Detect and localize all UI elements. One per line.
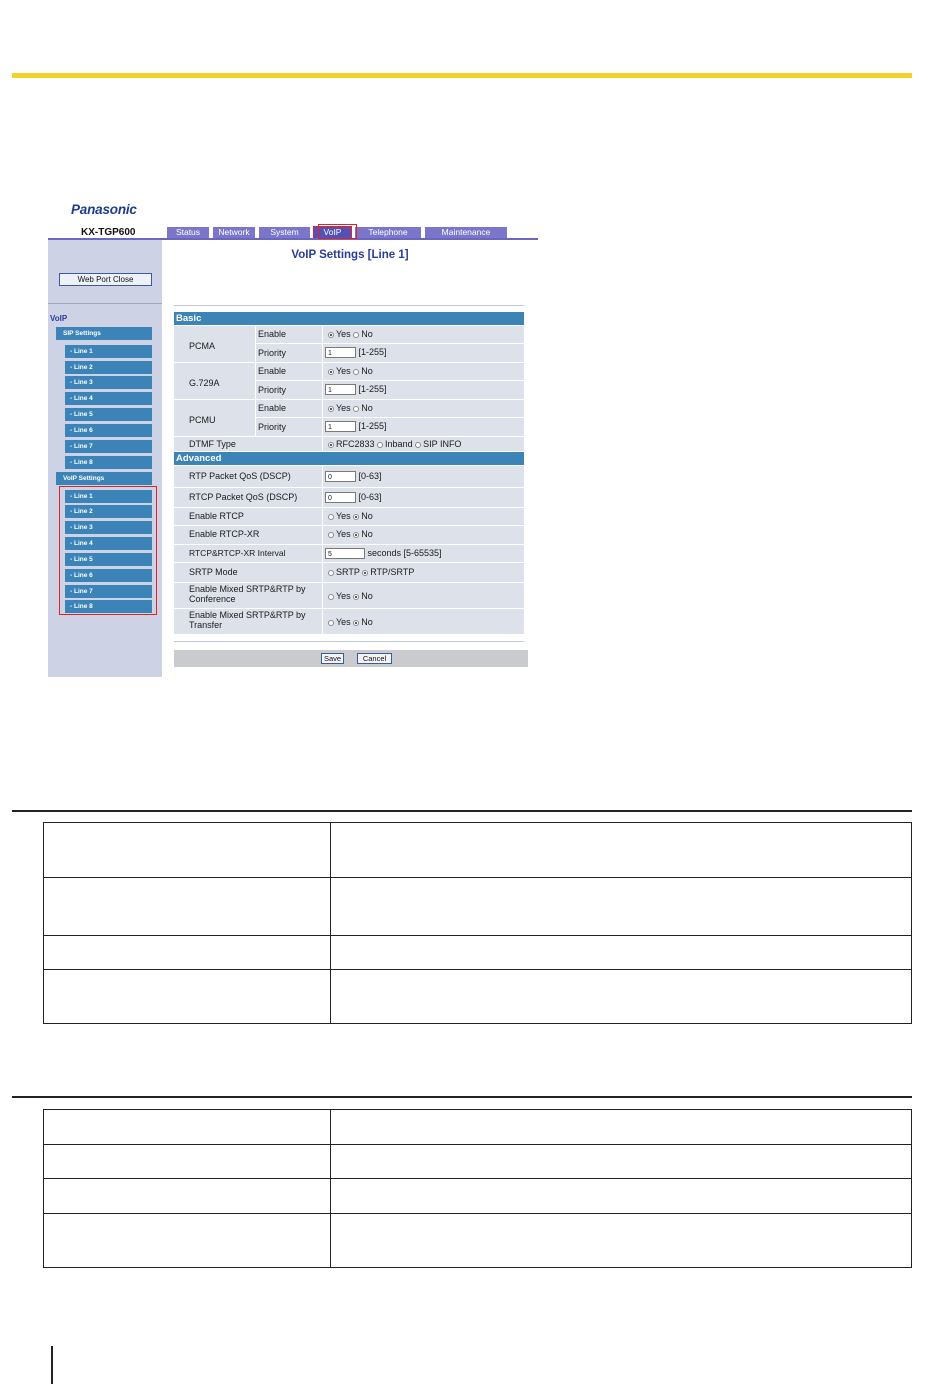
dtmf-rfc2833-radio[interactable] — [328, 442, 334, 448]
g729a-no-label: No — [361, 366, 373, 376]
pcma-enable-label: Enable — [256, 326, 322, 343]
pcmu-enable-label: Enable — [256, 400, 322, 417]
table-cell — [44, 823, 331, 878]
sidebar-divider — [48, 303, 162, 304]
main-content — [162, 240, 538, 677]
sidebar-voip-line-1[interactable]: - Line 1 — [65, 490, 152, 503]
page-margin-line — [51, 1346, 53, 1384]
dtmf-inband-label: Inband — [385, 439, 413, 449]
table-row — [44, 1110, 912, 1145]
table-cell — [331, 1214, 912, 1268]
srtp-mode-label: SRTP Mode — [174, 563, 322, 582]
table-cell — [331, 936, 912, 970]
interval-range: seconds [5-65535] — [367, 548, 442, 558]
sidebar-sip-line-3[interactable]: - Line 3 — [65, 376, 152, 389]
g729a-priority-range: [1-255] — [358, 384, 387, 394]
pcma-priority-label: Priority — [256, 344, 322, 362]
table-1-rule — [12, 810, 912, 812]
pcmu-enable-options — [323, 400, 524, 417]
rtp-qos-label: RTP Packet QoS (DSCP) — [174, 466, 322, 487]
sidebar-voip-line-4[interactable]: - Line 4 — [65, 537, 152, 550]
table-row — [44, 823, 912, 878]
title-divider — [174, 305, 524, 306]
sidebar-sip-line-6[interactable]: - Line 6 — [65, 424, 152, 437]
sidebar-voip-line-8[interactable]: - Line 8 — [65, 600, 152, 613]
tab-telephone[interactable]: Telephone — [355, 227, 421, 238]
mixed-conference-no-label: No — [361, 591, 373, 601]
mixed-transfer-label-line1: Enable Mixed SRTP&RTP by — [189, 610, 306, 620]
rtp-qos-input[interactable]: 0 — [325, 471, 356, 482]
enable-rtcp-options — [323, 508, 524, 525]
g729a-priority-input[interactable]: 1 — [325, 384, 356, 395]
table-cell — [44, 970, 331, 1024]
enable-rtcp-yes-radio[interactable] — [328, 514, 334, 520]
section-advanced-header: Advanced — [174, 452, 524, 465]
g729a-priority-cell — [323, 381, 524, 399]
screenshot-figure — [48, 195, 538, 677]
mixed-transfer-label-line2: Transfer — [189, 620, 223, 630]
srtp-label: SRTP — [336, 567, 360, 577]
dtmf-options — [323, 437, 524, 451]
rtcp-qos-cell — [323, 488, 524, 507]
interval-cell — [323, 545, 524, 562]
button-bar — [174, 650, 528, 667]
pcmu-yes-label: Yes — [336, 403, 351, 413]
table-row — [44, 878, 912, 936]
pcma-priority-input[interactable]: 1 — [325, 347, 356, 358]
g729a-label: G.729A — [174, 363, 255, 399]
enable-rtcp-label: Enable RTCP — [174, 508, 322, 525]
table-cell — [44, 878, 331, 936]
mixed-conference-yes-radio[interactable] — [328, 594, 334, 600]
sidebar-voip-line-2[interactable]: - Line 2 — [65, 505, 152, 518]
table-cell — [331, 878, 912, 936]
web-port-close-button[interactable]: Web Port Close — [59, 273, 152, 286]
tab-voip[interactable]: VoIP — [314, 227, 351, 238]
mixed-transfer-yes-label: Yes — [336, 617, 351, 627]
table-2 — [43, 1109, 912, 1268]
sidebar-sip-line-2[interactable]: - Line 2 — [65, 361, 152, 374]
mixed-conference-no-radio[interactable] — [353, 594, 359, 600]
section-basic-header: Basic — [174, 312, 524, 325]
enable-rtcp-xr-options — [323, 526, 524, 544]
mixed-conference-yes-label: Yes — [336, 591, 351, 601]
g729a-yes-radio[interactable] — [328, 369, 334, 375]
pcma-no-label: No — [361, 329, 373, 339]
page-title: VoIP Settings [Line 1] — [291, 249, 409, 261]
table-cell — [331, 1179, 912, 1214]
rtcp-qos-input[interactable]: 0 — [325, 492, 356, 503]
pcmu-no-radio[interactable] — [353, 406, 359, 412]
enable-rtcp-xr-yes-label: Yes — [336, 529, 351, 539]
interval-label: RTCP&RTCP-XR Interval — [174, 545, 322, 562]
table-cell — [331, 970, 912, 1024]
mixed-conference-label-line2: Conference — [189, 594, 236, 604]
footer-divider — [174, 641, 524, 642]
g729a-yes-label: Yes — [336, 366, 351, 376]
sidebar-sip-line-7[interactable]: - Line 7 — [65, 440, 152, 453]
sidebar-sip-settings[interactable]: SIP Settings — [56, 327, 152, 340]
pcmu-priority-input[interactable]: 1 — [325, 421, 356, 432]
brand-logo: Panasonic — [71, 202, 137, 217]
rtp-qos-range: [0-63] — [358, 471, 382, 481]
table-row — [44, 1179, 912, 1214]
srtp-mode-options — [323, 563, 524, 582]
table-row — [44, 936, 912, 970]
dtmf-sipinfo-radio[interactable] — [415, 442, 421, 448]
interval-input[interactable]: 5 — [325, 548, 365, 559]
pcma-priority-range: [1-255] — [358, 347, 387, 357]
sidebar-sip-line-5[interactable]: - Line 5 — [65, 408, 152, 421]
rtcp-qos-range: [0-63] — [358, 492, 382, 502]
highlight-box — [59, 486, 157, 615]
cancel-button[interactable]: Cancel — [357, 653, 392, 664]
g729a-no-radio[interactable] — [353, 369, 359, 375]
mixed-conference-label-line1: Enable Mixed SRTP&RTP by — [189, 584, 306, 594]
pcmu-priority-cell — [323, 418, 524, 436]
table-cell — [331, 1110, 912, 1145]
sidebar-voip-line-7[interactable]: - Line 7 — [65, 585, 152, 598]
mixed-transfer-options — [323, 609, 524, 634]
sidebar-sip-line-8[interactable]: - Line 8 — [65, 456, 152, 469]
table-cell — [44, 1145, 331, 1179]
table-2-rule — [12, 1096, 912, 1098]
table-row — [44, 970, 912, 1024]
sidebar-category: VoIP — [50, 314, 68, 323]
mixed-conference-options — [323, 583, 524, 608]
sidebar-voip-line-6[interactable]: - Line 6 — [65, 569, 152, 582]
enable-rtcp-xr-yes-radio[interactable] — [328, 532, 334, 538]
tab-highlight-box — [318, 224, 357, 239]
model-name: KX-TGP600 — [81, 227, 136, 238]
tab-status[interactable]: Status — [167, 227, 209, 238]
pcmu-yes-radio[interactable] — [328, 406, 334, 412]
sidebar-voip-settings[interactable]: VoIP Settings — [56, 472, 152, 485]
header-rule — [12, 73, 912, 78]
mixed-transfer-no-radio[interactable] — [353, 620, 359, 626]
enable-rtcp-no-label: No — [361, 511, 373, 521]
sidebar-voip-line-3[interactable]: - Line 3 — [65, 521, 152, 534]
sidebar — [48, 240, 162, 677]
enable-rtcp-yes-label: Yes — [336, 511, 351, 521]
table-cell — [44, 936, 331, 970]
table-row — [44, 1214, 912, 1268]
g729a-enable-options — [323, 363, 524, 380]
sidebar-voip-line-5[interactable]: - Line 5 — [65, 553, 152, 566]
rtp-srtp-label: RTP/SRTP — [370, 567, 415, 577]
dtmf-inband-radio[interactable] — [377, 442, 383, 448]
save-button[interactable]: Save — [321, 653, 344, 664]
table-cell — [331, 823, 912, 878]
dtmf-rfc2833-label: RFC2833 — [336, 439, 375, 449]
srtp-radio[interactable] — [328, 570, 334, 576]
pcma-priority-cell — [323, 344, 524, 362]
sidebar-sip-line-1[interactable]: - Line 1 — [65, 345, 152, 358]
dtmf-sipinfo-label: SIP INFO — [423, 439, 462, 449]
pcmu-priority-range: [1-255] — [358, 421, 387, 431]
table-row — [44, 1145, 912, 1179]
pcma-label: PCMA — [174, 326, 255, 362]
dtmf-label: DTMF Type — [174, 437, 322, 451]
pcmu-priority-label: Priority — [256, 418, 322, 436]
table-cell — [44, 1110, 331, 1145]
pcma-enable-options — [323, 326, 524, 343]
table-1 — [43, 822, 912, 1024]
table-cell — [44, 1214, 331, 1268]
g729a-enable-label: Enable — [256, 363, 322, 380]
enable-rtcp-xr-label: Enable RTCP-XR — [174, 526, 322, 544]
rtp-qos-cell — [323, 466, 524, 487]
enable-rtcp-xr-no-radio[interactable] — [353, 532, 359, 538]
pcma-yes-radio[interactable] — [328, 332, 334, 338]
table-cell — [331, 1145, 912, 1179]
pcmu-label: PCMU — [174, 400, 255, 436]
tab-maintenance[interactable]: Maintenance — [425, 227, 507, 238]
rtcp-qos-label: RTCP Packet QoS (DSCP) — [174, 488, 322, 507]
mixed-transfer-label — [174, 609, 322, 634]
mixed-transfer-yes-radio[interactable] — [328, 620, 334, 626]
mixed-conference-label — [174, 583, 322, 608]
pcma-no-radio[interactable] — [353, 332, 359, 338]
g729a-priority-label: Priority — [256, 381, 322, 399]
enable-rtcp-xr-no-label: No — [361, 529, 373, 539]
pcma-yes-label: Yes — [336, 329, 351, 339]
tab-system[interactable]: System — [259, 227, 310, 238]
tab-network[interactable]: Network — [213, 227, 255, 238]
enable-rtcp-no-radio[interactable] — [353, 514, 359, 520]
table-cell — [44, 1179, 331, 1214]
sidebar-sip-line-4[interactable]: - Line 4 — [65, 392, 152, 405]
mixed-transfer-no-label: No — [361, 617, 373, 627]
pcmu-no-label: No — [361, 403, 373, 413]
rtp-srtp-radio[interactable] — [362, 570, 368, 576]
